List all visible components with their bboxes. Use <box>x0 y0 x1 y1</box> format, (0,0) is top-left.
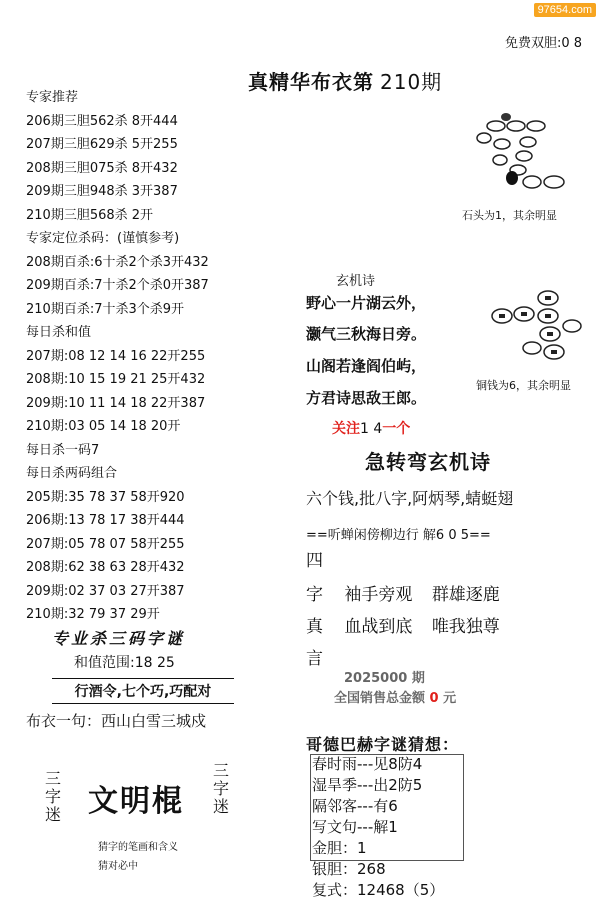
poem-line: 灏气三秋海日旁。 <box>306 325 427 343</box>
list-item: 206期:13 78 17 38开444 <box>26 513 185 528</box>
site-badge[interactable]: 97654.com <box>534 3 596 17</box>
focus-label: 关注 <box>332 421 360 437</box>
list-item: 210期:32 79 37 29开 <box>26 607 160 622</box>
list-item: 复式：12468（5） <box>312 881 445 899</box>
list-item: 专家推荐 <box>26 90 79 105</box>
list-item: 208期:10 15 19 21 25开432 <box>26 372 206 387</box>
riddle-poem-title: 急转弯玄机诗 <box>365 450 491 474</box>
list-item: 207期:08 12 14 16 22开255 <box>26 348 206 364</box>
list-item: 金胆：1 <box>312 839 367 857</box>
riddle-note-1: 猜字的笔画和含义 <box>98 842 178 853</box>
sales-amount: 0 <box>429 691 439 706</box>
four-char-row <box>306 580 500 605</box>
list-item: 207期:05 78 07 58开255 <box>26 536 185 552</box>
list-item: 208期三胆075杀 8开432 <box>26 160 178 176</box>
clue-line: 六个钱,批八字,阿炳琴,蜻蜓翅 <box>306 489 514 508</box>
poem-line: 方君诗思敌王郎。 <box>306 389 427 407</box>
list-item: 每日杀和值 <box>26 325 92 340</box>
riddle-note-2: 猜对必中 <box>98 861 138 872</box>
list-item: 210期百杀:7十杀3个杀9开 <box>26 301 185 317</box>
list-item: 210期三胆568杀 2开 <box>26 207 154 223</box>
row-char: 言 <box>306 649 323 669</box>
list-item: 每日杀一码7 <box>26 442 100 458</box>
list-item: 春时雨---见8防4 <box>312 755 423 773</box>
list-item: 写文句---解1 <box>312 818 398 836</box>
list-item: 银胆：268 <box>312 860 386 878</box>
list-item: 209期三胆948杀 3开387 <box>26 184 178 199</box>
list-item: 209期百杀:7十杀2个杀0开387 <box>26 278 209 293</box>
title-issue: 210期 <box>380 70 443 94</box>
focus-suffix: 一个 <box>382 421 411 437</box>
riddle-big-word: 文明棍 <box>88 784 184 819</box>
buyi-sentence: 布衣一句：西山白雪三城戍 <box>26 712 207 730</box>
focus-note <box>332 418 410 438</box>
listen-line: ==听蝉闲傍柳边行 解6 0 5== <box>306 528 491 543</box>
list-item: 208期百杀:6十杀2个杀3开432 <box>26 254 209 270</box>
list-item: 每日杀两码组合 <box>26 466 118 481</box>
list-item: 208期:62 38 63 28开432 <box>26 560 185 575</box>
row-char: 真 <box>306 617 323 637</box>
four-char-row <box>306 644 323 669</box>
list-item: 207期三胆629杀 5开255 <box>26 137 178 152</box>
coin-caption: 铜钱为6，其余明显 <box>476 379 571 392</box>
free-pair-text: 免费双胆:0 8 <box>504 36 582 51</box>
four-char-row <box>306 612 500 637</box>
page-title <box>248 66 442 95</box>
riddle-line: 行酒令,七个巧,巧配对 <box>52 678 234 704</box>
riddle-range: 和值范围:18 25 <box>74 655 175 671</box>
list-item: 205期:35 78 37 58开920 <box>26 489 185 505</box>
title-main: 真精华布衣第 <box>248 70 374 94</box>
list-item: 209期:02 37 03 27开387 <box>26 583 185 599</box>
side-label-left: 三字迷 <box>44 769 61 824</box>
idiom-a: 血战到底 <box>344 617 413 637</box>
left-predictions <box>26 86 209 627</box>
side-label-right: 三字迷 <box>212 761 229 816</box>
idiom-b: 唯我独尊 <box>431 617 500 637</box>
poem-line: 野心一片湖云外， <box>306 294 427 312</box>
focus-digits: 1 4 <box>360 421 383 437</box>
sales-issue: 2025000 期 <box>344 671 425 686</box>
row-char: 四 <box>306 551 323 571</box>
stone-puzzle-image <box>466 112 576 194</box>
list-item: 隔邻客---有6 <box>312 797 398 815</box>
row-char: 字 <box>306 585 323 605</box>
idiom-b: 群雄逐鹿 <box>431 585 500 605</box>
site-badge-bar <box>0 0 600 18</box>
list-item: 209期:10 11 14 18 22开387 <box>26 395 206 411</box>
goldbach-list <box>312 754 444 901</box>
sales-total <box>334 687 456 706</box>
poem-title: 玄机诗 <box>336 274 376 289</box>
sales-unit: 元 <box>443 691 457 706</box>
list-item: 专家定位杀码：(谨慎参考) <box>26 231 180 246</box>
list-item: 湿旱季---出2防5 <box>312 776 423 794</box>
idiom-a: 袖手旁观 <box>344 585 413 605</box>
list-item: 206期三胆562杀 8开444 <box>26 113 178 129</box>
poem-line: 山阁若逢阎伯屿， <box>306 357 427 375</box>
riddle-title: 专业杀三码字谜 <box>52 629 186 648</box>
list-item: 210期:03 05 14 18 20开 <box>26 419 181 434</box>
goldbach-title: 哥德巴赫字谜猜想： <box>306 735 460 754</box>
stone-caption: 石头为1，其余明显 <box>462 209 557 222</box>
sales-label: 全国销售总金额 <box>334 691 426 706</box>
four-char-row <box>306 546 323 571</box>
coin-puzzle-image <box>488 286 584 370</box>
